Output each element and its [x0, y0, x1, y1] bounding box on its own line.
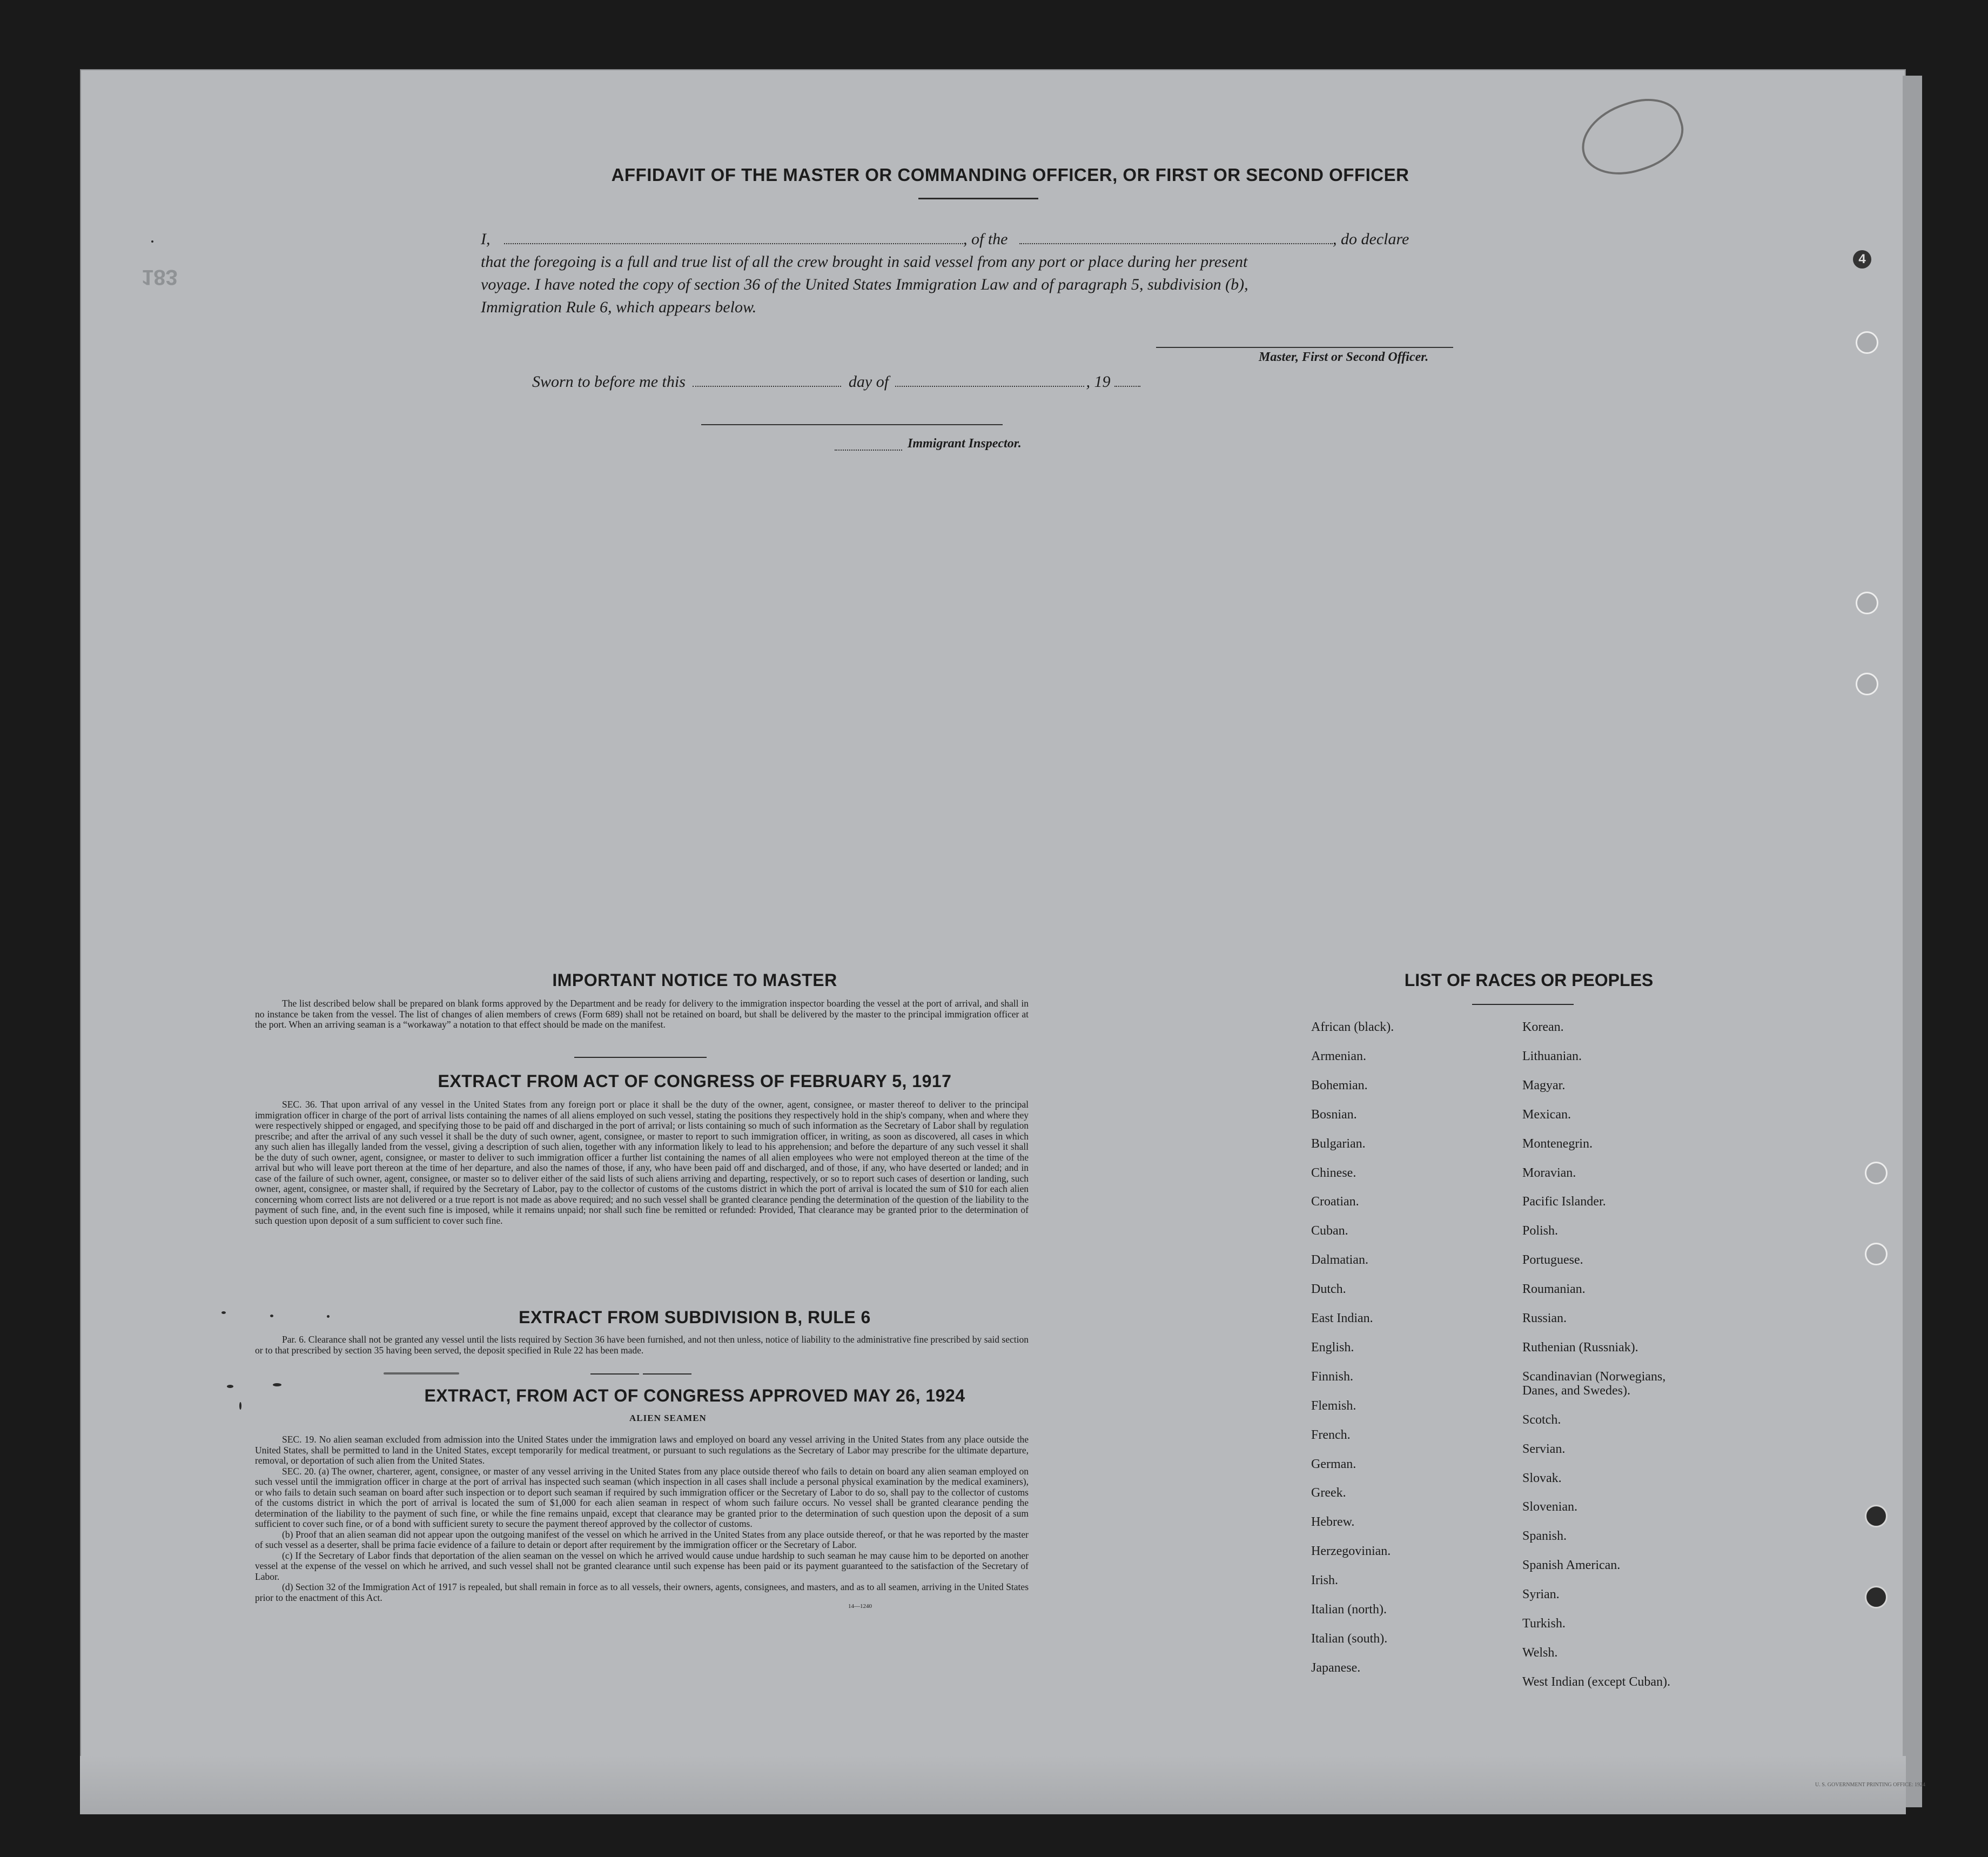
scan-speck	[239, 1402, 241, 1410]
sworn-day-of: day of	[848, 373, 889, 391]
sworn-year: , 19	[1086, 373, 1111, 391]
notice-text: The list described below shall be prepared on blank forms approved by the Department and be ready for delivery to the immigration inspector boarding the vessel at the port of arrival, and shall in no instance be taken from the vessel. The list of changes of alien members of crews (Form 689) shall not be retained on board, but shall be delivered by the master to the principal immigration officer at the port. When an arriving seaman is a “workaway” a notation to that effect should be made on the manifest.	[255, 998, 1029, 1030]
extract-rule6-title: EXTRACT FROM SUBDIVISION B, RULE 6	[519, 1308, 871, 1327]
race-item: Finnish.	[1311, 1369, 1354, 1384]
affidavit-declaration	[481, 228, 1507, 319]
form-number: 14—1240	[848, 1603, 872, 1610]
scan-speck	[227, 1385, 233, 1388]
race-item: Flemish.	[1311, 1398, 1356, 1413]
race-item: Italian (north).	[1311, 1603, 1387, 1617]
binder-hole	[1856, 331, 1878, 354]
extract-1924-body	[255, 1434, 1029, 1610]
signature-line	[1156, 347, 1453, 348]
sworn-month-blank	[895, 372, 1084, 387]
page-edge	[1903, 76, 1922, 1807]
race-item: Cuban.	[1311, 1224, 1348, 1238]
race-item: Servian.	[1522, 1442, 1566, 1456]
scan-speck	[270, 1315, 273, 1317]
inspector-label: Immigrant Inspector.	[908, 437, 1022, 451]
page-shadow	[80, 1756, 1906, 1814]
decl-i: I,	[481, 230, 491, 248]
sworn-line	[532, 372, 1140, 391]
binder-hole	[1856, 673, 1878, 695]
printer-footer: U. S. GOVERNMENT PRINTING OFFICE: 1924	[1815, 1782, 1925, 1788]
extract-rule6-text: Par. 6. Clearance shall not be granted any vessel until the lists required by Section 36 have been furnished, and not then unless, notice of liability to the administrative fine prescribed by said section or to that prescribed by section 35 having been served, the deposit specified in Rule 22 has been made.	[255, 1334, 1029, 1356]
sec-20b-text: (b) Proof that an alien seaman did not appear upon the outgoing manifest of the vessel on which he arrived in the United States from any place outside thereof, or that he was reported by the master of such vessel as a deserter, shall be prima facie evidence of a failure to detain or deport after requirement by the immigration officer or the Secretary of Labor.	[255, 1528, 1029, 1550]
inspector-signature-line	[701, 424, 1003, 425]
decl-of-the: , of the	[963, 230, 1008, 248]
race-item: Montenegrin.	[1522, 1136, 1593, 1151]
race-item: Moravian.	[1522, 1165, 1576, 1180]
divider	[1472, 1004, 1574, 1005]
binder-hole	[1865, 1243, 1888, 1265]
scan-speck	[384, 1372, 459, 1375]
race-item: Croatian.	[1311, 1195, 1359, 1209]
race-item: French.	[1311, 1427, 1351, 1442]
race-item: Dutch.	[1311, 1282, 1346, 1297]
binder-hole	[1865, 1505, 1888, 1527]
decl-line-3: voyage. I have noted the copy of section 36 of the United States Immigration Law and of paragraph 5, subdivision (b),	[481, 276, 1248, 293]
sec-19-text: SEC. 19. No alien seaman excluded from admission into the United States under the immigration laws and employed on board any vessel arriving in the United States from any place outside the United States, shall be permitted to land in the United States, except temporarily for medical treatment, or pursuant to such regulations as the Secretary of Labor may prescribe for the ultimate departure, removal, or deportation of such alien from the United States.	[255, 1434, 1029, 1466]
scan-speck	[221, 1311, 226, 1314]
race-item: Italian (south).	[1311, 1631, 1388, 1646]
extract-1917-text: SEC. 36. That upon arrival of any vessel in the United States from any foreign port or place it shall be the duty of the owner, agent, consignee, or master thereof to deliver to the principal immigration officer in charge of the port of arrival lists containing the names of all aliens employed on such vessel, stating the positions they respectively hold in the ship's company, when and where they were respectively shipped or engaged, and specifying those to be paid off and discharged in the port of arrival; or lists containing so much of such information as the Secretary of Labor shall by regulation prescribe; and after the arrival of any such vessel it shall be the duty of such owner, agent, consignee, or master to report to such immigration officer, in writing, as soon as discovered, all cases in which any such alien has illegally landed from the vessel, giving a description of such alien, together with any information likely to lead to his apprehension; and before the departure of any such vessel it shall be the duty of such owner, agent, consignee, or master to deliver to such immigration officer a further list containing the names of all alien employees who were not employed thereon at the time of the arrival but who will leave port thereon at the time of her departure, and also the names of those, if any, who have been paid off and discharged, and of those, if any, who have deserted or landed; and in case of the failure of such owner, agent, consignee, or master so to deliver either of the said lists of such aliens arriving and departing, respectively, or so to report such cases of desertion or landing, such owner, agent, consignee, or master shall, if required by the Secretary of Labor, pay to the collector of customs of the customs district in which the port of arrival is located the sum of $10 for each alien concerning whom correct lists are not delivered or a true report is not made as above required; and no such vessel shall be granted clearance pending the determination of the question of the liability to the payment of such fine, and, in the event such fine is imposed, while it remains unpaid; nor shall such fine be remitted or refunded: Provided, That clearance may be granted prior to the determination of such question upon deposit of a sum sufficient to cover such fine.	[255, 1099, 1029, 1226]
race-item: Lithuanian.	[1522, 1049, 1582, 1063]
race-item: Portuguese.	[1522, 1253, 1583, 1268]
race-item: Korean.	[1522, 1020, 1564, 1034]
extract-1917-title: EXTRACT FROM ACT OF CONGRESS OF FEBRUARY 5, 1917	[438, 1071, 952, 1091]
race-item: German.	[1311, 1457, 1356, 1471]
race-item: East Indian.	[1311, 1311, 1373, 1325]
binder-hole	[1865, 1162, 1888, 1184]
race-item: Welsh.	[1522, 1645, 1558, 1660]
race-item: Bohemian.	[1311, 1078, 1368, 1092]
sec-20a-text: SEC. 20. (a) The owner, charterer, agent, consignee, or master of any vessel arriving in the United States from any place outside thereof who fails to detain on board any alien seaman employed on such vessel until the immigration officer in charge at the port of arrival has inspected such seaman (which inspection in all cases shall include a personal physical examination by the medical examiners), or who fails to detain such seaman on board after such inspection or to deport such seaman if required by such immigration officer or the Secretary of Labor to do so, shall pay to the collector of customs of the customs district in which the port of arrival is located the sum of $1,000 for each alien seaman in respect of whom such failure occurs. No vessel shall be granted clearance pending the determination of the liability to the payment of such fine, or while the fine remains unpaid, except that clearance may be granted prior to the determination of such question upon the deposit of a sum sufficient to cover such fine, or of a bond with sufficient surety to secure the payment thereof approved by the collector of customs.	[255, 1465, 1029, 1529]
divider	[590, 1373, 639, 1375]
race-item: Turkish.	[1522, 1617, 1566, 1631]
affidavit-title: AFFIDAVIT OF THE MASTER OR COMMANDING OFFICER, OR FIRST OR SECOND OFFICER	[611, 165, 1409, 185]
sec-20c-text: (c) If the Secretary of Labor finds that deportation of the alien seaman on the vessel on which he arrived would cause undue hardship to such seaman he may cause him to be deported on another vessel at the expense of the vessel on which he arrived, and such vessel shall not be granted clearance until such expense has been paid or its payment guaranteed to the satisfaction of the Secretary of Labor.	[255, 1550, 1029, 1582]
inspector-dots	[835, 438, 902, 451]
race-item: Spanish American.	[1522, 1558, 1621, 1573]
race-item: Ruthenian (Russniak).	[1522, 1340, 1638, 1355]
race-item: Slovenian.	[1522, 1500, 1577, 1514]
race-item: Syrian.	[1522, 1587, 1560, 1602]
divider	[643, 1373, 691, 1375]
race-item: English.	[1311, 1340, 1354, 1355]
alien-seamen-subtitle: ALIEN SEAMEN	[629, 1413, 707, 1423]
sworn-prefix: Sworn to before me this	[532, 373, 686, 391]
sworn-year-blank	[1114, 372, 1140, 387]
race-item: Scotch.	[1522, 1412, 1561, 1427]
race-item: Polish.	[1522, 1224, 1559, 1238]
decl-line-4: Immigration Rule 6, which appears below.	[481, 298, 757, 316]
race-item: Japanese.	[1311, 1660, 1361, 1675]
race-item: Russian.	[1522, 1311, 1567, 1325]
race-item: Greek.	[1311, 1486, 1346, 1500]
race-item: Bosnian.	[1311, 1107, 1357, 1122]
scan-speck	[273, 1383, 281, 1386]
race-item: Spanish.	[1522, 1529, 1567, 1544]
race-item: Roumanian.	[1522, 1282, 1586, 1297]
race-item: Dalmatian.	[1311, 1253, 1368, 1268]
race-item: Pacific Islander.	[1522, 1195, 1606, 1209]
divider	[574, 1057, 707, 1058]
name-blank	[504, 229, 963, 244]
scan-speck	[151, 240, 153, 243]
sworn-day-blank	[693, 372, 841, 387]
race-item: Herzegovinian.	[1311, 1544, 1391, 1559]
sec-20d-text: (d) Section 32 of the Immigration Act of 1917 is repealed, but shall remain in force as to all vessels, their owners, agents, consignees, and masters, and as to all seamen, arriving in the United States prior to the enactment of this Act.	[255, 1581, 1029, 1603]
binder-hole	[1856, 592, 1878, 614]
race-item: Danes, and Swedes).	[1522, 1383, 1630, 1398]
race-item: Armenian.	[1311, 1049, 1366, 1063]
divider	[918, 198, 1038, 199]
races-title: LIST OF RACES OR PEOPLES	[1404, 970, 1654, 990]
race-item: Scandinavian (Norwegians,	[1522, 1369, 1666, 1384]
scan-speck	[327, 1315, 330, 1318]
race-item: Hebrew.	[1311, 1515, 1355, 1530]
signature-label: Master, First or Second Officer.	[1259, 350, 1429, 364]
notice-title: IMPORTANT NOTICE TO MASTER	[552, 970, 837, 990]
vessel-blank	[1019, 229, 1333, 244]
race-item: Slovak.	[1522, 1471, 1562, 1485]
race-item: Irish.	[1311, 1573, 1338, 1588]
page-number-ghost: 183	[142, 265, 178, 289]
race-item: Mexican.	[1522, 1107, 1571, 1122]
corner-mark: 4	[1853, 250, 1871, 269]
decl-line-2: that the foregoing is a full and true list of all the crew brought in said vessel from any port or place during her present	[481, 253, 1248, 271]
race-item: African (black).	[1311, 1020, 1394, 1034]
race-item: Magyar.	[1522, 1078, 1566, 1092]
race-item: Bulgarian.	[1311, 1136, 1366, 1151]
decl-do-declare: , do declare	[1333, 230, 1409, 248]
race-item: Chinese.	[1311, 1165, 1356, 1180]
binder-hole	[1865, 1586, 1888, 1608]
race-item: West Indian (except Cuban).	[1522, 1674, 1670, 1689]
extract-1924-title: EXTRACT, FROM ACT OF CONGRESS APPROVED MAY 26, 1924	[424, 1386, 965, 1405]
